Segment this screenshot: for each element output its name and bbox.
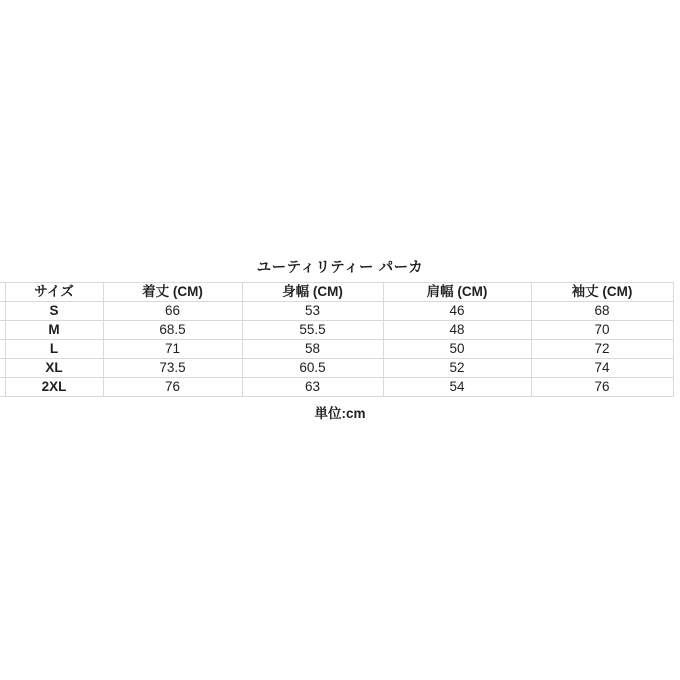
header-cell: 袖丈 (CM) bbox=[531, 283, 673, 302]
measurement-cell: 60.5 bbox=[242, 359, 383, 378]
unit-note: 単位:cm bbox=[314, 406, 366, 421]
measurement-cell: 55.5 bbox=[242, 321, 383, 340]
table-row bbox=[0, 359, 673, 378]
measurement-cell: 74 bbox=[531, 359, 673, 378]
size-label-cell: L bbox=[5, 340, 103, 359]
measurement-cell: 48 bbox=[383, 321, 531, 340]
product-title: ユーティリティー パーカ bbox=[256, 260, 424, 276]
size-label-cell: XL bbox=[5, 359, 103, 378]
header-cell: 着丈 (CM) bbox=[103, 283, 242, 302]
measurement-cell: 53 bbox=[242, 302, 383, 321]
size-table bbox=[0, 282, 674, 397]
header-cell: 肩幅 (CM) bbox=[383, 283, 531, 302]
measurement-cell: 76 bbox=[531, 378, 673, 397]
table-body bbox=[0, 302, 673, 397]
measurement-cell: 72 bbox=[531, 340, 673, 359]
header-cell: 身幅 (CM) bbox=[242, 283, 383, 302]
size-label-cell: S bbox=[5, 302, 103, 321]
measurement-cell: 68 bbox=[531, 302, 673, 321]
table-header-row bbox=[0, 283, 673, 302]
measurement-cell: 50 bbox=[383, 340, 531, 359]
table-row bbox=[0, 302, 673, 321]
measurement-cell: 76 bbox=[103, 378, 242, 397]
table-row bbox=[0, 321, 673, 340]
measurement-cell: 73.5 bbox=[103, 359, 242, 378]
measurement-cell: 46 bbox=[383, 302, 531, 321]
table-row bbox=[0, 378, 673, 397]
measurement-cell: 71 bbox=[103, 340, 242, 359]
size-label-cell: 2XL bbox=[5, 378, 103, 397]
measurement-cell: 63 bbox=[242, 378, 383, 397]
size-label-cell: M bbox=[5, 321, 103, 340]
measurement-cell: 66 bbox=[103, 302, 242, 321]
header-cell: サイズ bbox=[5, 283, 103, 302]
measurement-cell: 68.5 bbox=[103, 321, 242, 340]
table-row bbox=[0, 340, 673, 359]
measurement-cell: 54 bbox=[383, 378, 531, 397]
measurement-cell: 52 bbox=[383, 359, 531, 378]
measurement-cell: 70 bbox=[531, 321, 673, 340]
measurement-cell: 58 bbox=[242, 340, 383, 359]
